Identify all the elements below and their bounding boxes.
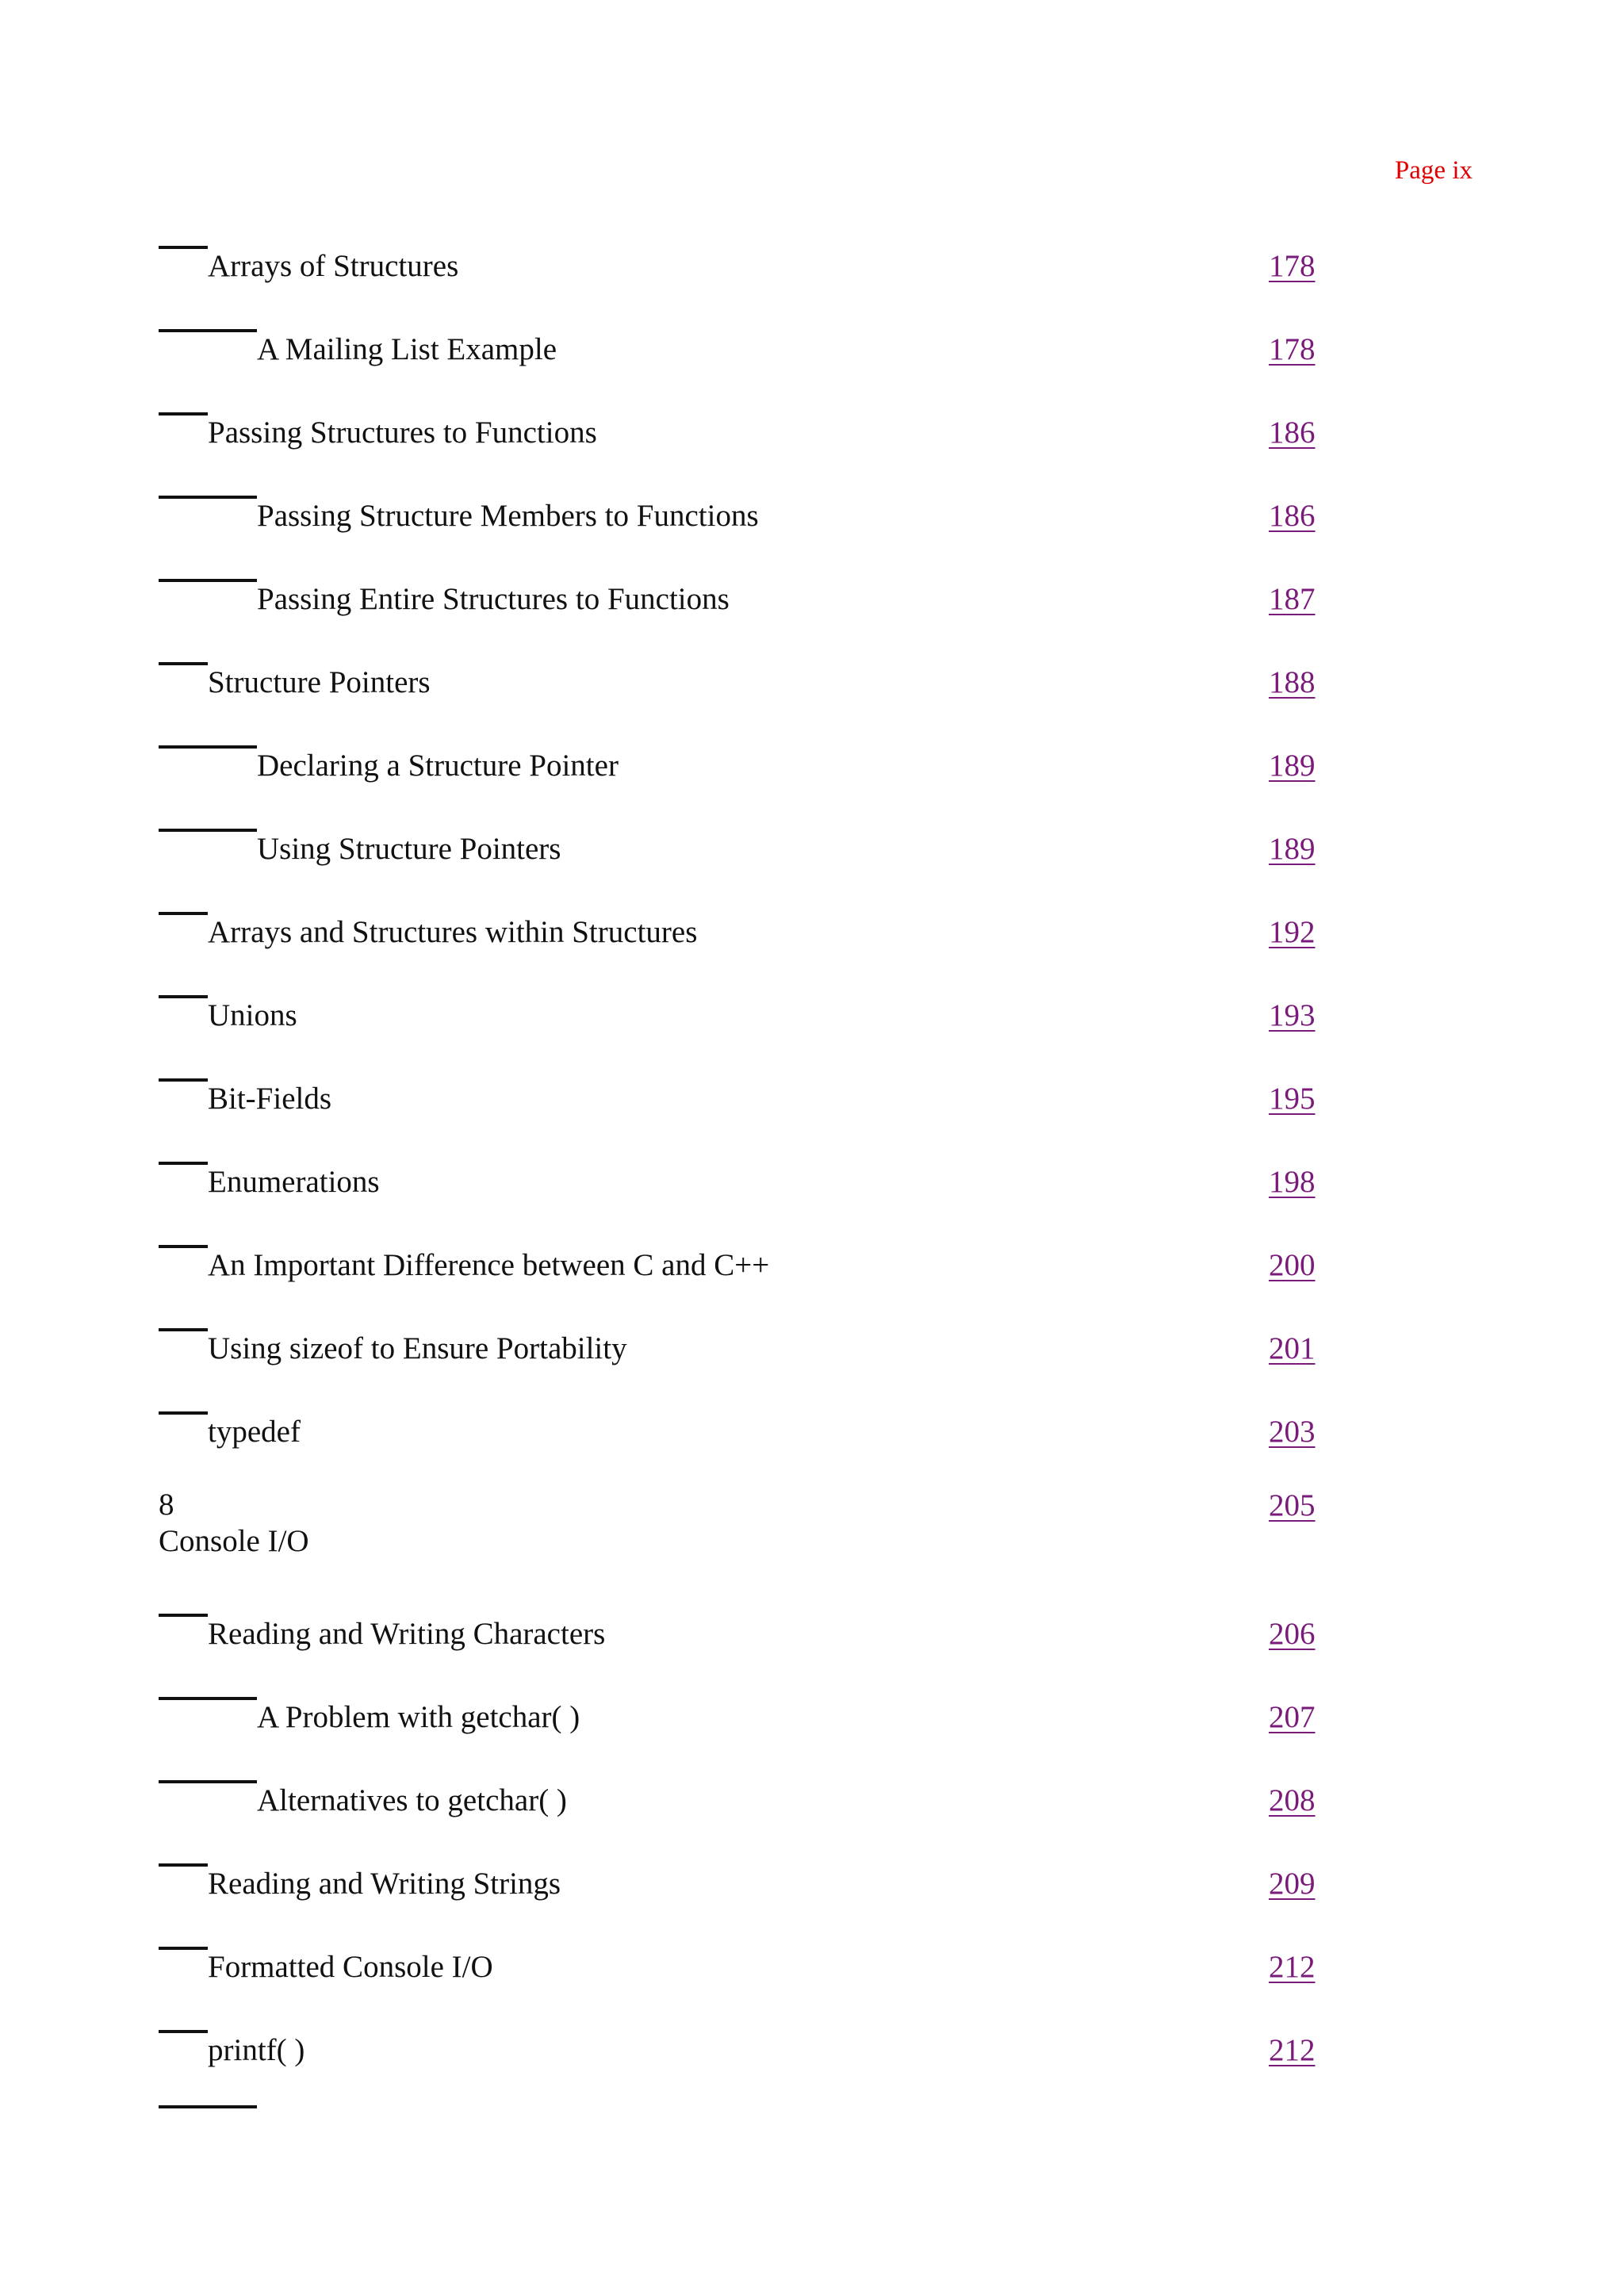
toc-entry — [159, 571, 1348, 654]
toc-entry — [159, 1855, 1348, 1939]
table-of-contents — [159, 238, 1348, 2105]
toc-entry — [159, 488, 1348, 571]
toc-entry — [159, 904, 1348, 987]
toc-page-link[interactable]: 212 — [1269, 2033, 1316, 2067]
chapter-title: Console I/O — [159, 1524, 309, 1558]
indent-rule — [159, 1411, 208, 1415]
toc-page-link[interactable]: 178 — [1269, 249, 1316, 283]
indent-rule — [159, 579, 257, 582]
indent-rule — [159, 496, 257, 499]
indent-rule — [159, 1780, 257, 1783]
toc-entry-title: Passing Entire Structures to Functions — [257, 582, 730, 616]
toc-entry — [159, 1237, 1348, 1320]
indent-rule — [159, 745, 257, 749]
indent-rule — [159, 1697, 257, 1700]
toc-group-after-chapter — [159, 1606, 1348, 2105]
toc-entry-title: Reading and Writing Strings — [208, 1867, 561, 1901]
toc-entry — [159, 737, 1348, 821]
indent-rule — [159, 1614, 208, 1617]
toc-entry — [159, 821, 1348, 904]
toc-entry-title: Formatted Console I/O — [208, 1950, 493, 1984]
toc-page-link[interactable]: 187 — [1269, 582, 1316, 616]
toc-entry — [159, 404, 1348, 488]
toc-entry-title: Structure Pointers — [208, 665, 431, 699]
toc-entry-title: Passing Structures to Functions — [208, 416, 597, 450]
indent-rule — [159, 246, 208, 249]
indent-rule — [159, 412, 208, 416]
toc-page-link[interactable]: 178 — [1269, 332, 1316, 366]
toc-entry-title: A Mailing List Example — [257, 332, 557, 366]
toc-page-link[interactable]: 193 — [1269, 998, 1316, 1032]
toc-entry — [159, 238, 1348, 321]
toc-page-link[interactable]: 189 — [1269, 749, 1316, 783]
toc-page-link[interactable]: 209 — [1269, 1867, 1316, 1901]
toc-entry-title: Using sizeof to Ensure Portability — [208, 1331, 627, 1365]
toc-entry — [159, 1772, 1348, 1855]
toc-entry-title: An Important Difference between C and C++ — [208, 1248, 770, 1282]
toc-entry — [159, 1154, 1348, 1237]
indent-rule — [159, 329, 257, 332]
toc-entry-title: typedef — [208, 1415, 301, 1449]
indent-rule — [159, 995, 208, 998]
chapter-number: 8 — [159, 1488, 174, 1522]
toc-entry-title: A Problem with getchar( ) — [257, 1700, 580, 1734]
toc-entry-title: Alternatives to getchar( ) — [257, 1783, 567, 1817]
indent-rule — [159, 1162, 208, 1165]
indent-rule — [159, 912, 208, 915]
toc-entry — [159, 1689, 1348, 1772]
toc-entry — [159, 1606, 1348, 1689]
toc-entry-title: printf( ) — [208, 2033, 305, 2067]
trailing-indent-rule — [159, 2105, 257, 2108]
toc-entry-title: Unions — [208, 998, 297, 1032]
toc-page-link[interactable]: 189 — [1269, 832, 1316, 866]
toc-entry-title: Bit-Fields — [208, 1082, 332, 1116]
indent-rule — [159, 662, 208, 665]
toc-entry — [159, 1404, 1348, 1487]
toc-page-link[interactable]: 206 — [1269, 1617, 1316, 1651]
toc-page-link[interactable]: 207 — [1269, 1700, 1316, 1734]
toc-page-link[interactable]: 192 — [1269, 915, 1316, 949]
toc-page-link[interactable]: 195 — [1269, 1082, 1316, 1116]
indent-rule — [159, 2030, 208, 2033]
toc-entry — [159, 2022, 1348, 2105]
toc-page-link[interactable]: 188 — [1269, 665, 1316, 699]
toc-page-link[interactable]: 186 — [1269, 499, 1316, 533]
toc-entry — [159, 1070, 1348, 1154]
toc-entry-title: Passing Structure Members to Functions — [257, 499, 759, 533]
toc-entry — [159, 1320, 1348, 1404]
toc-page-link[interactable]: 203 — [1269, 1415, 1316, 1449]
indent-rule — [159, 1863, 208, 1867]
toc-entry — [159, 654, 1348, 737]
toc-page-link[interactable]: 212 — [1269, 1950, 1316, 1984]
toc-group-before-chapter — [159, 238, 1348, 1487]
toc-page-link[interactable]: 208 — [1269, 1783, 1316, 1817]
toc-entry — [159, 987, 1348, 1070]
chapter-page-link[interactable]: 205 — [1269, 1488, 1316, 1522]
toc-entry-title: Enumerations — [208, 1165, 380, 1199]
indent-rule — [159, 1078, 208, 1082]
toc-entry-title: Reading and Writing Characters — [208, 1617, 606, 1651]
toc-page-link[interactable]: 201 — [1269, 1331, 1316, 1365]
toc-entry-title: Using Structure Pointers — [257, 832, 561, 866]
toc-page-link[interactable]: 198 — [1269, 1165, 1316, 1199]
toc-entry — [159, 321, 1348, 404]
toc-page-link[interactable]: 200 — [1269, 1248, 1316, 1282]
indent-rule — [159, 1947, 208, 1950]
chapter-heading — [159, 1487, 1348, 1606]
toc-entry-title: Arrays and Structures within Structures — [208, 915, 698, 949]
indent-rule — [159, 829, 257, 832]
indent-rule — [159, 1328, 208, 1331]
indent-rule — [159, 1245, 208, 1248]
toc-entry-title: Arrays of Structures — [208, 249, 459, 283]
toc-entry-title: Declaring a Structure Pointer — [257, 749, 619, 783]
toc-page-link[interactable]: 186 — [1269, 416, 1316, 450]
toc-entry — [159, 1939, 1348, 2022]
page-number-label: Page ix — [1394, 156, 1473, 185]
